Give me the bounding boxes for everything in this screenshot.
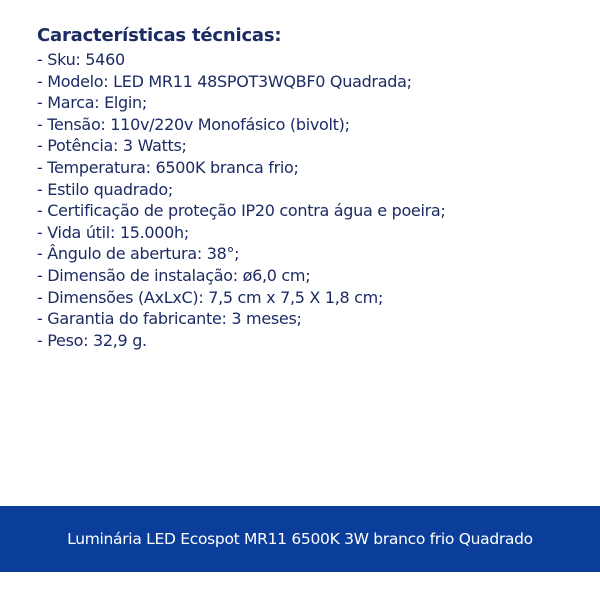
spec-dimensions: - Dimensões (AxLxC): 7,5 cm x 7,5 X 1,8 cm; bbox=[37, 287, 384, 307]
spec-style: - Estilo quadrado; bbox=[37, 179, 173, 199]
spec-list bbox=[37, 49, 577, 351]
spec-beam-angle: - Ângulo de abertura: 38°; bbox=[37, 244, 240, 264]
spec-weight: - Peso: 32,9 g. bbox=[37, 330, 147, 350]
spec-certification: - Certificação de proteção IP20 contra água e poeira; bbox=[37, 201, 446, 221]
product-title: Luminária LED Ecospot MR11 6500K 3W branco frio Quadrado bbox=[67, 530, 533, 548]
spec-warranty: - Garantia do fabricante: 3 meses; bbox=[37, 309, 302, 329]
specs-title: Características técnicas: bbox=[37, 25, 282, 46]
spec-brand: - Marca: Elgin; bbox=[37, 93, 147, 113]
spec-power: - Potência: 3 Watts; bbox=[37, 136, 187, 156]
product-title-banner bbox=[0, 506, 600, 572]
spec-sku: - Sku: 5460 bbox=[37, 50, 125, 69]
spec-model: - Modelo: LED MR11 48SPOT3WQBF0 Quadrada; bbox=[37, 71, 412, 91]
spec-temperature: - Temperatura: 6500K branca frio; bbox=[37, 157, 299, 177]
spec-installation-dimension: - Dimensão de instalação: ø6,0 cm; bbox=[37, 265, 311, 285]
spec-voltage: - Tensão: 110v/220v Monofásico (bivolt); bbox=[37, 114, 350, 134]
technical-specs bbox=[37, 24, 577, 351]
spec-lifespan: - Vida útil: 15.000h; bbox=[37, 222, 189, 242]
